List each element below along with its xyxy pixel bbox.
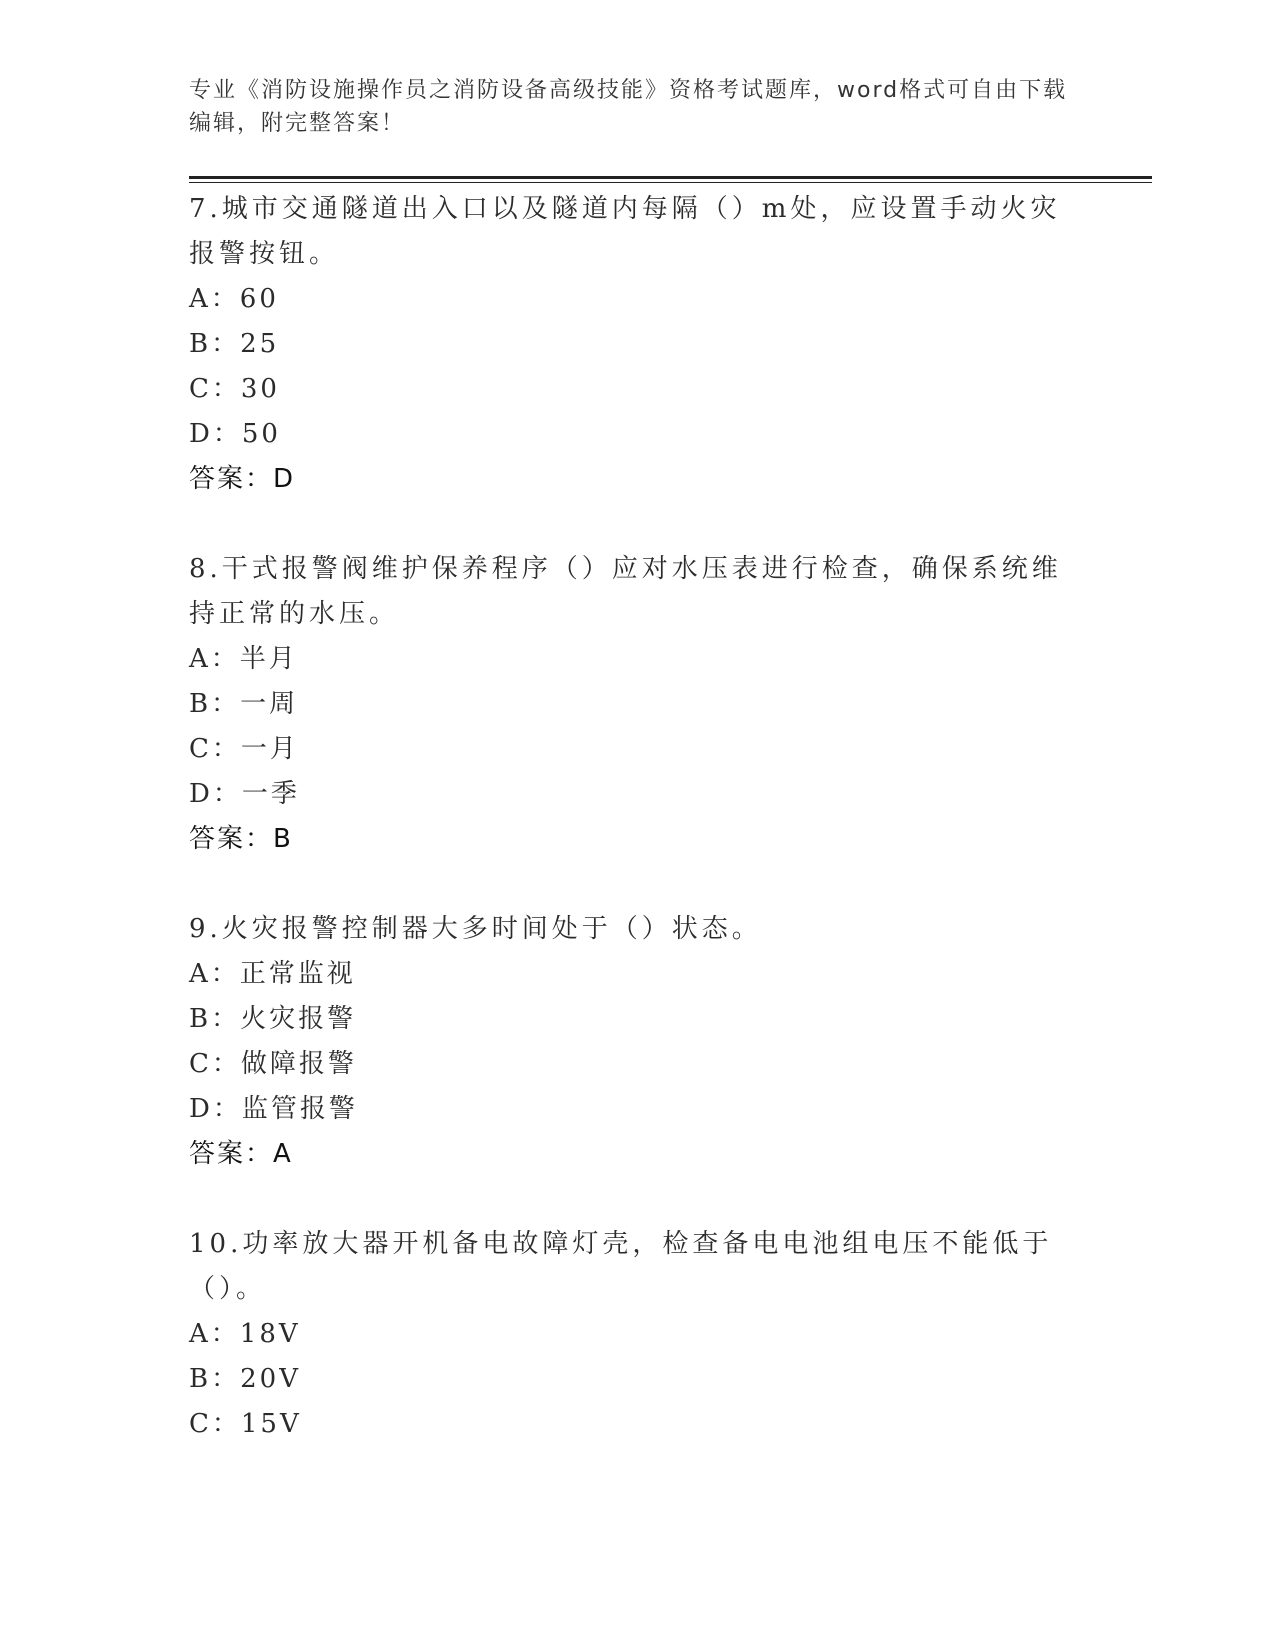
- option-c: C：做障报警: [189, 1049, 357, 1079]
- question-10: [189, 1222, 1089, 1447]
- answer-line: 答案：B: [189, 824, 293, 854]
- header-divider-thick: [189, 176, 1152, 179]
- question-stem: 9.火灾报警控制器大多时间处于（）状态。: [189, 914, 762, 944]
- option-d: D：50: [189, 419, 281, 449]
- option-d: D：一季: [189, 779, 300, 809]
- question-stem: 10.功率放大器开机备电故障灯壳，检查备电电池组电压不能低于（）。: [189, 1229, 1053, 1304]
- option-a: A：60: [189, 284, 279, 314]
- option-c: C：15V: [189, 1409, 302, 1439]
- question-7: [189, 187, 1089, 502]
- option-c: C：30: [189, 374, 280, 404]
- option-a: A：18V: [189, 1319, 301, 1349]
- option-c: C：一月: [189, 734, 299, 764]
- question-stem: 8.干式报警阀维护保养程序（）应对水压表进行检查，确保系统维持正常的水压。: [189, 554, 1062, 629]
- question-8: [189, 547, 1089, 862]
- option-d: D：监管报警: [189, 1094, 358, 1124]
- header-divider-thin: [189, 182, 1152, 183]
- answer-line: 答案：D: [189, 464, 296, 494]
- answer-line: 答案：A: [189, 1139, 293, 1169]
- option-a: A：半月: [189, 644, 298, 674]
- document-intro: 专业《消防设施操作员之消防设备高级技能》资格考试题库，word格式可自由下载编辑，附完整答案！: [189, 78, 1068, 136]
- question-stem: 7.城市交通隧道出入口以及隧道内每隔（）m处，应设置手动火灾报警按钮。: [189, 194, 1061, 269]
- option-b: B：一周: [189, 689, 299, 719]
- option-a: A：正常监视: [189, 959, 356, 989]
- question-9: [189, 907, 1089, 1177]
- option-b: B：20V: [189, 1364, 301, 1394]
- option-b: B：火灾报警: [189, 1004, 357, 1034]
- option-b: B：25: [189, 329, 280, 359]
